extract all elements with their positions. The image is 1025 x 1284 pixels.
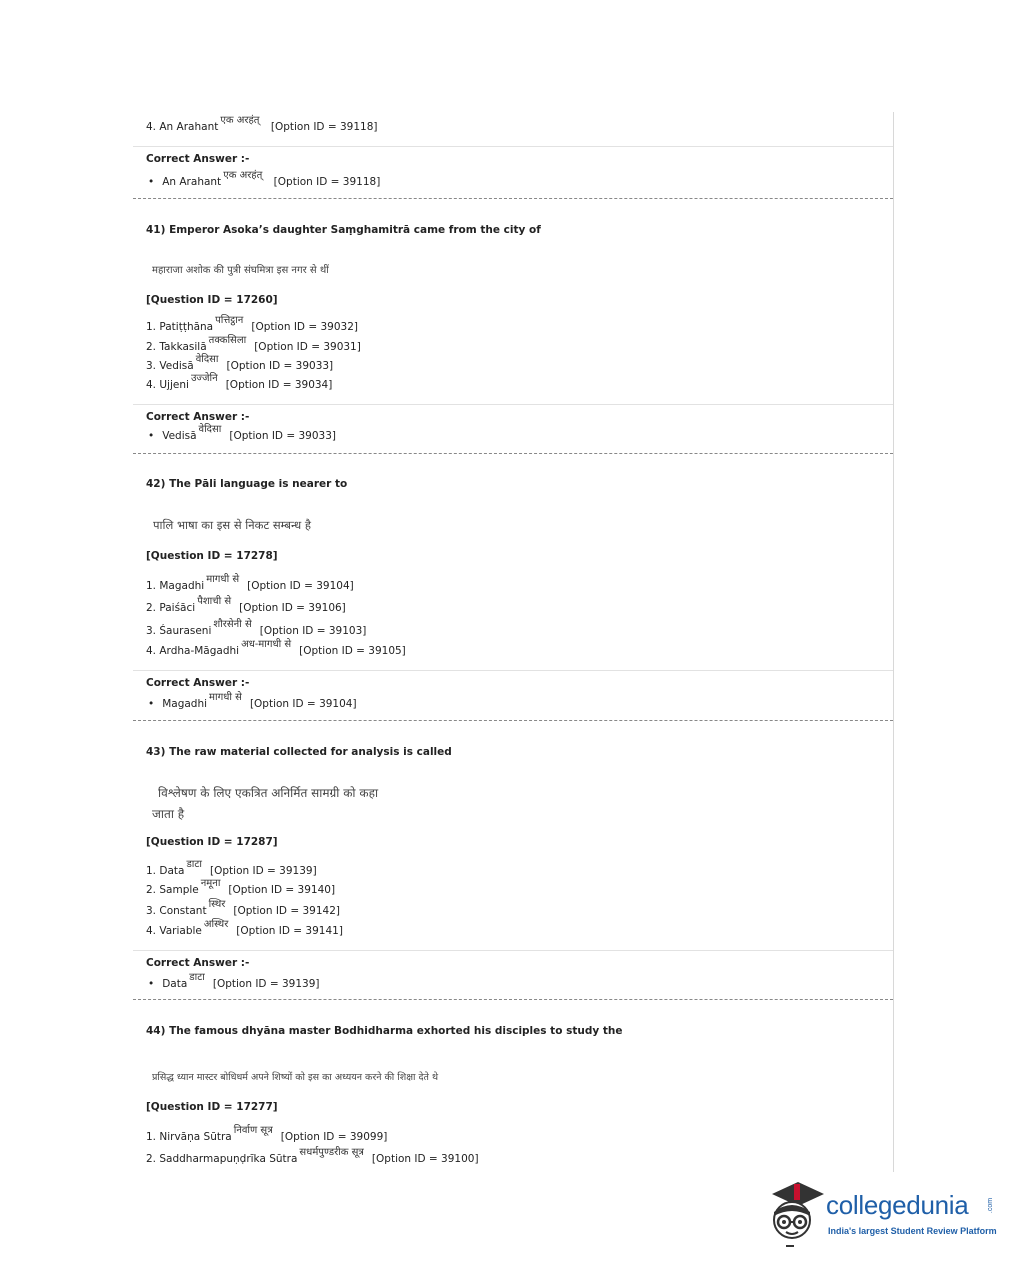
question-separator: [133, 999, 893, 1000]
question-id: [Question ID = 17278]: [146, 550, 278, 562]
option-row: 4. Ardha-Māgadhiअध-मागधी से[Option ID = 39105]: [146, 639, 406, 657]
option-hindi: एक अरहंत्: [220, 115, 260, 126]
option-row: 1. Patiṭṭhānaपत्तिट्ठान[Option ID = 39032]: [146, 315, 358, 333]
question-title: 41) Emperor Asoka’s daughter Saṃghamitrā came from the city of: [146, 224, 541, 236]
question-hindi: विश्लेषण के लिए एकत्रित अनिर्मित सामग्री को कहा: [158, 786, 379, 800]
correct-answer-id: [Option ID = 39118]: [273, 176, 381, 188]
option-text: An Arahant: [159, 121, 219, 133]
option-row: 2. Saddharmapuṇḍrīka Sūtraसधर्मपुण्डरीक सूत्र[Option ID = 39100]: [146, 1147, 479, 1165]
brand-domain: .com: [987, 1197, 995, 1214]
brand-name: collegedunia: [826, 1190, 969, 1220]
question-title: 43) The raw material collected for analysis is called: [146, 746, 452, 758]
correct-answer-text: An Arahant: [162, 176, 222, 188]
correct-answer-label: Correct Answer :-: [146, 677, 250, 689]
divider: [133, 404, 893, 405]
option-row: 2. Takkasilāतक्कसिला[Option ID = 39031]: [146, 335, 361, 353]
option-row: 3. Vedisāवेदिसा[Option ID = 39033]: [146, 354, 334, 372]
correct-answer-row: • An Arahantएक अरहंत् [Option ID = 39118]: [148, 170, 381, 188]
question-title: 44) The famous dhyāna master Bodhidharma exhorted his disciples to study the: [146, 1025, 623, 1037]
correct-answer-label: Correct Answer :-: [146, 411, 250, 423]
divider: [133, 670, 893, 671]
option-id: [Option ID = 39118]: [270, 121, 378, 133]
question-separator: [133, 198, 893, 199]
divider: [133, 950, 893, 951]
question-hindi: प्रसिद्ध ध्यान मास्टर बोधिधर्म अपने शिष्यों को इस का अध्ययन करने की शिक्षा देते थे: [152, 1072, 439, 1083]
option-row: 3. Constantस्थिर[Option ID = 39142]: [146, 899, 340, 917]
option-row: 2. Paiśāciपैशाची से[Option ID = 39106]: [146, 596, 346, 614]
correct-answer-label: Correct Answer :-: [146, 957, 250, 969]
correct-answer-row: • Dataडाटा[Option ID = 39139]: [148, 972, 320, 990]
option-row: [146, 115, 378, 135]
option-row: 1. Magadhiमागधी से[Option ID = 39104]: [146, 574, 354, 592]
correct-answer-row: • Vedisāवेदिसा[Option ID = 39033]: [148, 424, 336, 442]
question-id: [Question ID = 17277]: [146, 1101, 278, 1113]
question-hindi: पालि भाषा का इस से निकट सम्बन्ध है: [153, 518, 311, 532]
option-row: 1. Nirvāṇa Sūtraनिर्वाण सूत्र[Option ID = 39099]: [146, 1125, 388, 1143]
option-row: 2. Sampleनमूना[Option ID = 39140]: [146, 878, 336, 896]
divider: [133, 146, 893, 147]
question-title: 42) The Pāli language is nearer to: [146, 478, 348, 490]
question-hindi: महाराजा अशोक की पुत्री संघमित्रा इस नगर से थीं: [152, 265, 329, 276]
option-row: 4. Variableअस्थिर[Option ID = 39141]: [146, 919, 343, 937]
option-row: 4. Ujjeniउज्जेनि[Option ID = 39034]: [146, 373, 333, 391]
brand-tagline: India's largest Student Review Platform: [828, 1226, 997, 1236]
question-id: [Question ID = 17260]: [146, 294, 278, 306]
question-hindi-line2: जाता है: [152, 807, 185, 821]
question-separator: [133, 720, 893, 721]
option-row: 3. Śauraseniशौरसेनी से[Option ID = 39103]: [146, 619, 367, 637]
correct-answer-row: • Magadhiमागधी से[Option ID = 39104]: [148, 692, 357, 710]
option-row: 1. Dataडाटा[Option ID = 39139]: [146, 859, 317, 877]
correct-answer-label: Correct Answer :-: [146, 153, 250, 165]
question-separator: [133, 453, 893, 454]
question-id: [Question ID = 17287]: [146, 836, 278, 848]
option-number: 4.: [146, 121, 157, 133]
correct-answer-hindi: एक अरहंत्: [223, 170, 263, 181]
